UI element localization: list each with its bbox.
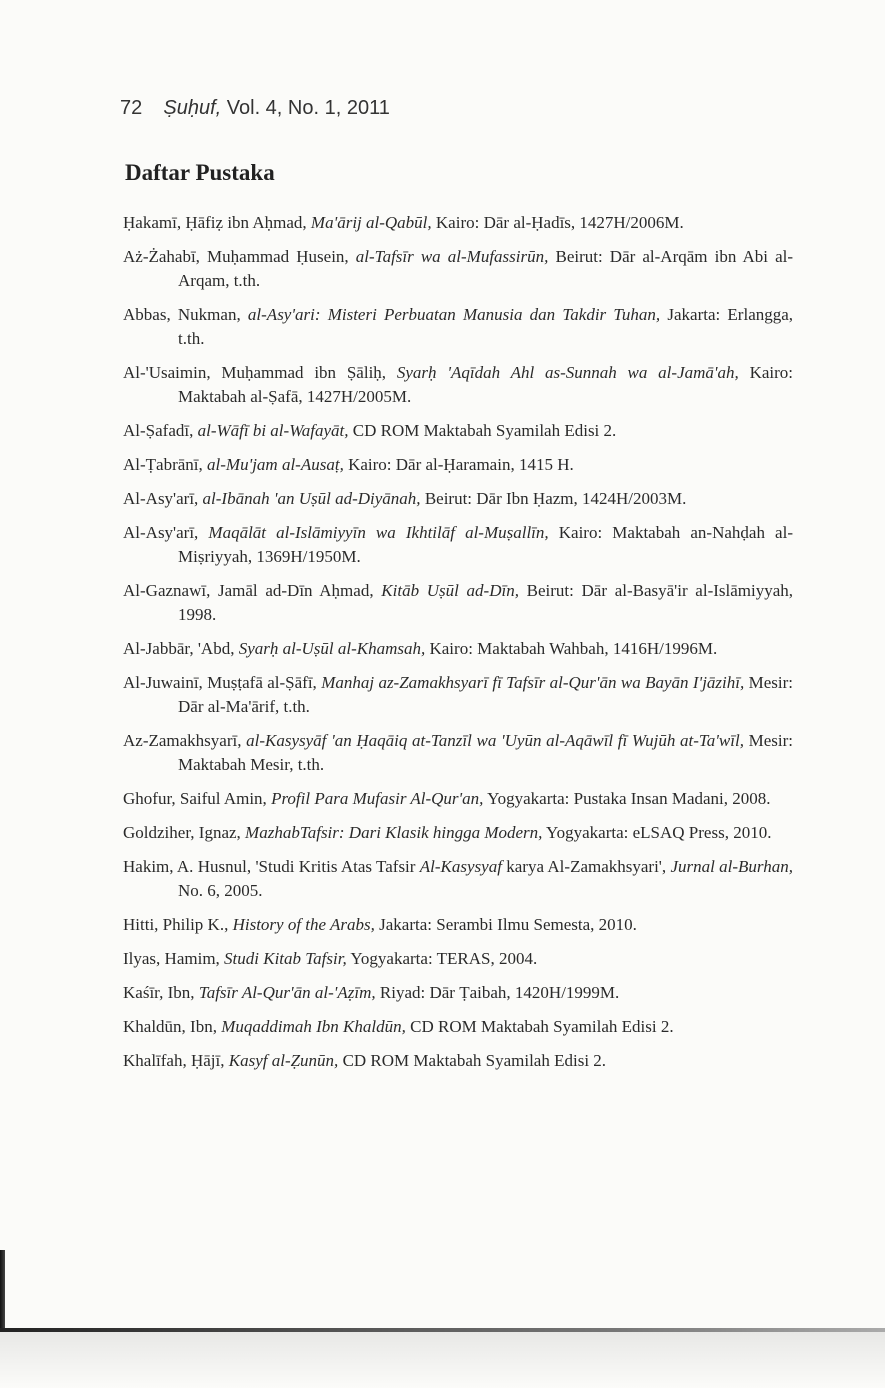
ref-title: MazhabTafsir: Dari Klasik hingga Modern, [245,823,543,842]
ref-author: Ḥakamī, Ḥāfiẓ ibn Aḥmad, [123,213,307,232]
reference-entry [123,947,793,971]
ref-title: Profil Para Mufasir Al-Qur'an, [271,789,484,808]
ref-author: Kaśīr, Ibn, [123,983,195,1002]
ref-author: Az-Zamakhsyarī, [123,731,242,750]
ref-title: al-Kasysyāf 'an Ḥaqāiq at-Tanzīl wa 'Uyūn al-Aqāwīl fī Wujūh at-Ta'wīl, [246,731,744,750]
ref-title: Al-Kasysyaf [419,857,502,876]
ref-publication: Kairo: Maktabah al-Ṣafā, 1427H/2005M. [178,363,794,406]
ref-publication: Beirut: Dār Ibn Ḥazm, 1424H/2003M. [424,489,687,508]
ref-title: Maqālāt al-Islāmiyyīn wa Ikhtilāf al-Muṣallīn, [208,523,549,542]
ref-journal-title: Jurnal al-Burhan, [670,857,793,876]
reference-entry [123,245,793,293]
ref-title: Kitāb Uṣūl ad-Dīn, [381,581,519,600]
ref-author: Hakim, A. Husnul, 'Studi Kritis Atas Tafsir [123,857,416,876]
ref-publication: CD ROM Maktabah Syamilah Edisi 2. [410,1017,674,1036]
reference-entry [123,579,793,627]
reference-entry [123,729,793,777]
ref-publication: Mesir: Maktabah Mesir, t.th. [178,731,794,774]
ref-title: al-Asy'ari: Misteri Perbuatan Manusia dan Takdir Tuhan, [247,305,661,324]
journal-volume: Vol. 4, No. 1, 2011 [226,97,390,119]
reference-entry [123,855,793,903]
reference-entry [123,821,793,845]
ref-author: Ghofur, Saiful Amin, [123,789,267,808]
page-number: 72 [120,97,143,119]
ref-publication: Jakarta: Erlangga, t.th. [178,305,794,348]
ref-author: Al-'Usaimin, Muḥammad ibn Ṣāliḥ, [123,363,387,382]
ref-publication: Beirut: Dār al-Arqām ibn Abi al-Arqam, t.th. [178,247,794,290]
ref-title: al-Tafsīr wa al-Mufassirūn, [355,247,549,266]
reference-entry [123,637,793,661]
ref-publication: Yogyakarta: TERAS, 2004. [350,949,538,968]
ref-title: Syarḥ 'Aqīdah Ahl as-Sunnah wa al-Jamā'ah, [396,363,739,382]
ref-author: Al-Asy'arī, [123,523,199,542]
ref-publication: Beirut: Dār al-Basyā'ir al-Islāmiyyah, 1998. [178,581,794,624]
reference-entry [123,487,793,511]
ref-title: Kasyf al-Ẓunūn, [228,1051,339,1070]
reference-entry [123,913,793,937]
ref-title: Studi Kitab Tafsir, [224,949,347,968]
ref-title: Ma'ārij al-Qabūl, [310,213,432,232]
ref-publication: Riyad: Dār Ṭaibah, 1420H/1999M. [379,983,620,1002]
ref-publication: Kairo: Dār al-Ḥaramain, 1415 H. [348,455,574,474]
ref-journal-issue: No. 6, 2005. [178,881,263,900]
reference-entry [123,303,793,351]
ref-publication: karya Al-Zamakhsyari', [506,857,667,876]
ref-author: Al-Jabbār, 'Abd, [123,639,235,658]
ref-author: Al-Gaznawī, Jamāl ad-Dīn Aḥmad, [123,581,374,600]
ref-author: Al-Juwainī, Muṣṭafā al-Ṣāfī, [123,673,317,692]
ref-author: Al-Ṭabrānī, [123,455,203,474]
reference-entry [123,1049,793,1073]
ref-publication: Yogyakarta: Pustaka Insan Madani, 2008. [487,789,771,808]
ref-title: Manhaj az-Zamakhsyarī fī Tafsīr al-Qur'ān wa Bayān I'jāzihī, [321,673,745,692]
ref-author: Ilyas, Hamim, [123,949,220,968]
ref-publication: Kairo: Maktabah Wahbah, 1416H/1996M. [429,639,718,658]
ref-author: Hitti, Philip K., [123,915,229,934]
ref-author: Al-Ṣafadī, [123,421,194,440]
ref-publication: Kairo: Dār al-Ḥadīs, 1427H/2006M. [435,213,684,232]
ref-author: Abbas, Nukman, [123,305,241,324]
ref-author: Khaldūn, Ibn, [123,1017,217,1036]
reference-entry [123,521,793,569]
ref-author: Aż-Żahabī, Muḥammad Ḥusein, [123,247,349,266]
reference-entry [123,671,793,719]
ref-author: Al-Asy'arī, [123,489,199,508]
ref-author: Goldziher, Ignaz, [123,823,241,842]
ref-title: Syarḥ al-Uṣūl al-Khamsah, [238,639,426,658]
ref-author: Khalīfah, Ḥājī, [123,1051,225,1070]
ref-publication: Kairo: Maktabah an-Nahḍah al-Miṣriyyah, 1369H/1950M. [178,523,793,566]
ref-title: Tafsīr Al-Qur'ān al-'Aẓīm, [198,983,376,1002]
journal-name: Ṣuḥuf, [163,97,222,119]
ref-publication: Yogyakarta: eLSAQ Press, 2010. [546,823,772,842]
page-bottom-shadow [0,1332,885,1388]
ref-title: al-Ibānah 'an Uṣūl ad-Diyānah, [202,489,421,508]
reference-entry [123,419,793,443]
running-header [120,97,390,120]
ref-title: al-Wāfī bi al-Wafayāt, [197,421,349,440]
ref-publication: Jakarta: Serambi Ilmu Semesta, 2010. [379,915,637,934]
reference-entry [123,1015,793,1039]
reference-list [123,211,793,1083]
ref-title: History of the Arabs, [232,915,375,934]
reference-entry [123,981,793,1005]
ref-title: al-Mu'jam al-Ausaṭ, [207,455,344,474]
reference-entry [123,361,793,409]
reference-entry [123,787,793,811]
ref-title: Muqaddimah Ibn Khaldūn, [221,1017,406,1036]
ref-publication: CD ROM Maktabah Syamilah Edisi 2. [352,421,617,440]
ref-publication: Mesir: Dār al-Ma'ārif, t.th. [178,673,793,716]
reference-entry [123,211,793,235]
ref-publication: CD ROM Maktabah Syamilah Edisi 2. [342,1051,607,1070]
reference-entry [123,453,793,477]
section-title: Daftar Pustaka [125,160,275,185]
